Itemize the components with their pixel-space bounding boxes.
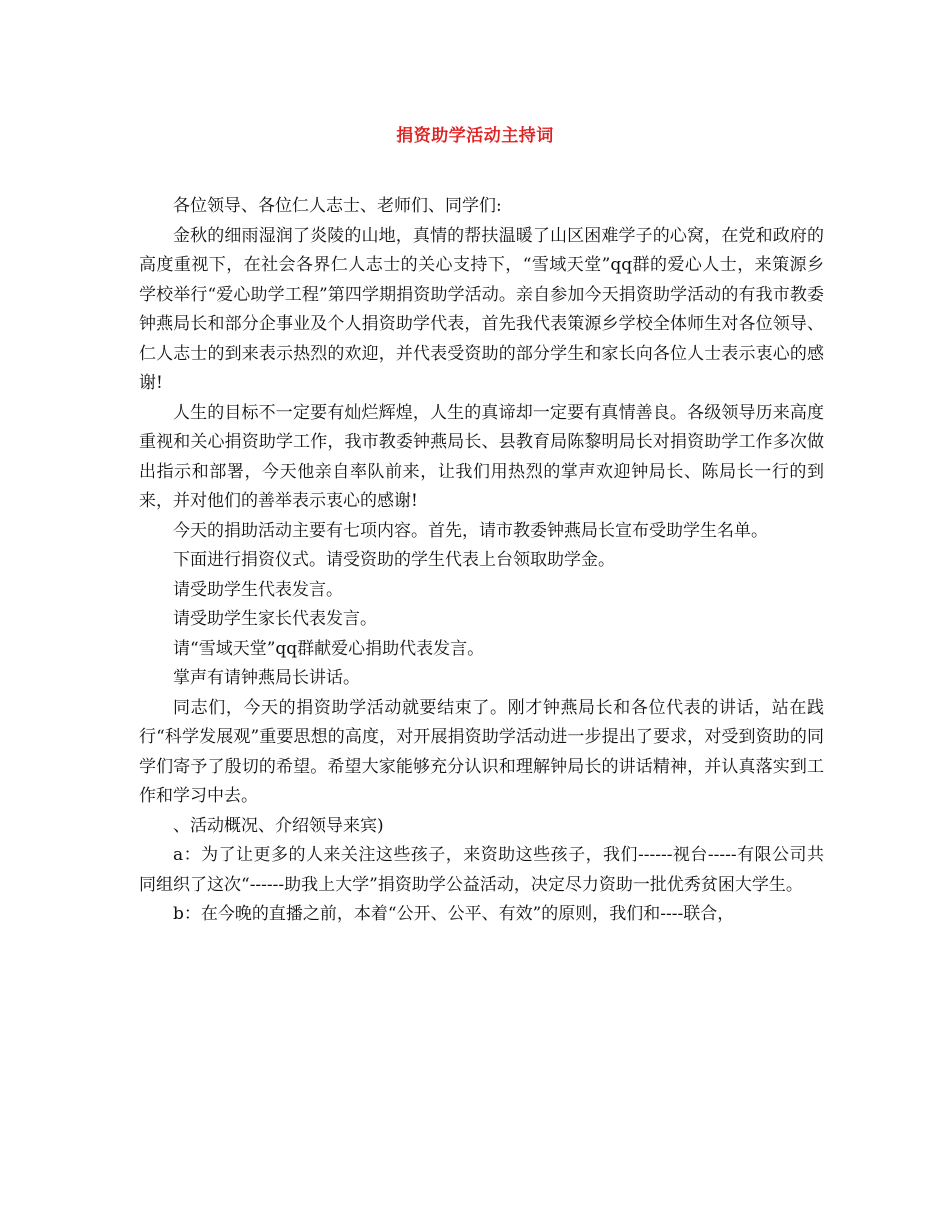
paragraph-donation-ceremony: 下面进行捐资仪式。请受资助的学生代表上台领取助学金。 (173, 550, 615, 570)
paragraph-host-a: a：为了让更多的人来关注这些孩子，来资助这些孩子，我们------视台-----有限公司共同组织了这次“------助我上大学”捐资助学公益活动，决定尽力资助一批优秀贫困大学生。 (139, 845, 824, 895)
paragraph-overview-heading: 、活动概况、介绍领导来宾) (173, 815, 384, 836)
paragraph-parent-speech: 请受助学生家长代表发言。 (173, 609, 377, 629)
document-title: 捐资助学活动主持词 (396, 126, 554, 146)
paragraph-donor-speech: 请“雪域天堂”qq群献爱心捐助代表发言。 (173, 638, 485, 659)
paragraph-greeting: 各位领导、各位仁人志士、老师们、同学们: (173, 196, 502, 216)
paragraph-student-speech: 请受助学生代表发言。 (173, 579, 343, 600)
paragraph-welcome-leaders: 人生的目标不一定要有灿烂辉煌，人生的真谛却一定要有真情善良。各级领导历来高度重视和关心捐资助学工作，我市教委钟燕局长、县教育局陈黎明局长对捐资助学工作多次做出指示和部署，今天他亲自率队前来，让我们用热烈的掌声欢迎钟局长、陈局长一行的到来，并对他们的善举表示衷心的感谢! (139, 402, 824, 511)
paragraph-agenda: 今天的捐助活动主要有七项内容。首先，请市教委钟燕局长宣布受助学生名单。 (173, 520, 768, 541)
paragraph-host-b: b：在今晚的直播之前，本着“公开、公平、有效”的原则，我们和----联合， (173, 904, 735, 924)
document-body (139, 192, 824, 930)
paragraph-director-speech: 掌声有请钟燕局长讲话。 (173, 668, 360, 688)
paragraph-closing: 同志们，今天的捐资助学活动就要结束了。刚才钟燕局长和各位代表的讲话，站在践行“科学发展观”重要思想的高度，对开展捐资助学活动进一步提出了要求，对受到资助的同学们寄予了殷切的希望。希望大家能够充分认识和理解钟局长的讲话精神，并认真落实到工作和学习中去。 (139, 697, 824, 806)
paragraph-opening: 金秋的细雨湿润了炎陵的山地，真情的帮扶温暖了山区困难学子的心窝，在党和政府的高度重视下，在社会各界仁人志士的关心支持下，“雪域天堂”qq群的爱心人士，来策源乡学校举行“爱心助学工程”第四学期捐资助学活动。亲自参加今天捐资助学活动的有我市教委钟燕局长和部分企事业及个人捐资助学代表，首先我代表策源乡学校全体师生对各位领导、仁人志士的到来表示热烈的欢迎，并代表受资助的部分学生和家长向各位人士表示衷心的感谢! (139, 225, 824, 393)
